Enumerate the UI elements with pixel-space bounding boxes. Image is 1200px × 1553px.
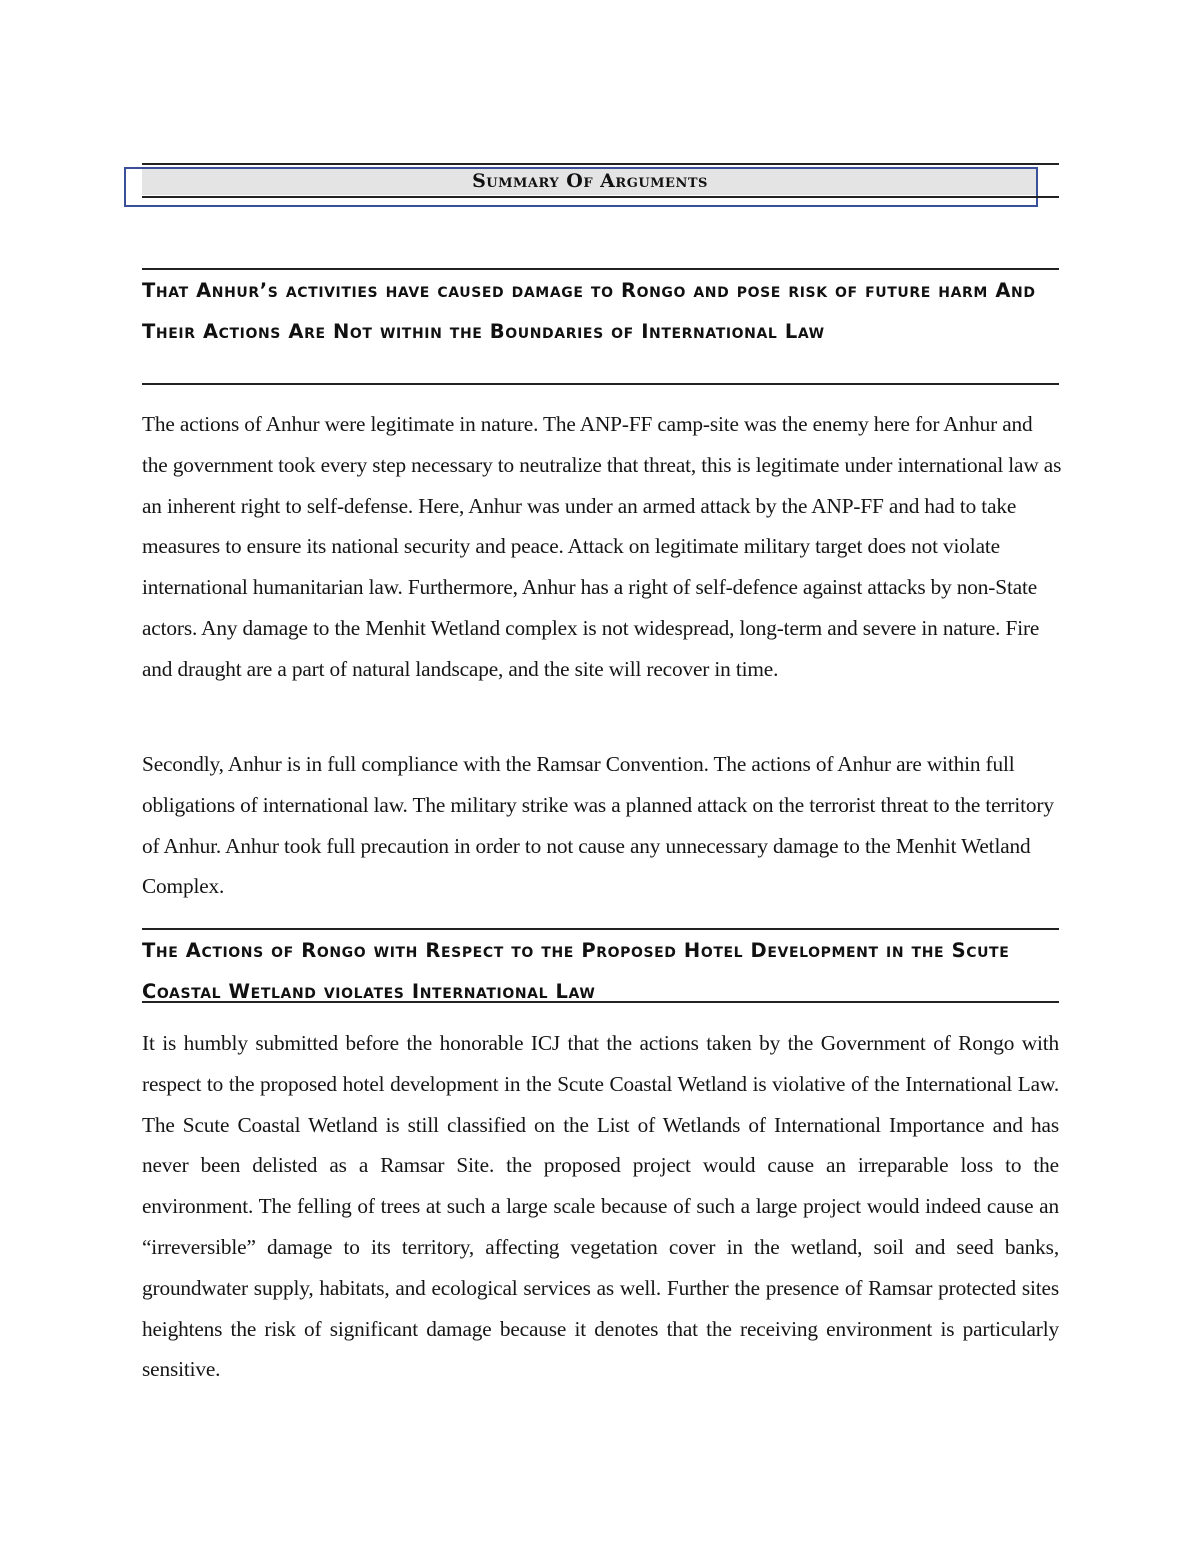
- page-title: Summary Of Arguments: [472, 170, 708, 192]
- section-2-paragraph-1: It is humbly submitted before the honorable ICJ that the actions taken by the Government of Rongo with respect to the proposed hotel development in the Scute Coastal Wetland is violative of the International Law. The Scute Coastal Wetland is still classified on the List of Wetlands of International Importance and has never been delisted as a Ramsar Site. the proposed project would cause an irreparable loss to the environment. The felling of trees at such a large scale because of such a large project would indeed cause an “irreversible” damage to its territory, affecting vegetation cover in the wetland, soil and seed banks, groundwater supply, habitats, and ecological services as well. Further the presence of Ramsar protected sites heightens the risk of significant damage because it denotes that the receiving environment is particularly sensitive.: [142, 1031, 1059, 1382]
- section-1-paragraph-2: Secondly, Anhur is in full compliance with the Ramsar Convention. The actions of Anhur are within full obligations of international law. The military strike was a planned attack on the terrorist threat to the territory of Anhur. Anhur took full precaution in order to not cause any unnecessary damage to the Menhit Wetland Complex.: [142, 752, 1054, 899]
- section-1-paragraph-1: The actions of Anhur were legitimate in nature. The ANP-FF camp-site was the enemy here for Anhur and the government took every step necessary to neutralize that threat, this is legitimate under international law as an inherent right to self-defense. Here, Anhur was under an armed attack by the ANP-FF and had to take measures to ensure its national security and peace. Attack on legitimate military target does not violate international humanitarian law. Furthermore, Anhur has a right of self-defence against attacks by non-State actors. Any damage to the Menhit Wetland complex is not widespread, long-term and severe in nature. Fire and draught are a part of natural landscape, and the site will recover in time.: [142, 412, 1062, 681]
- title-rule-top: [142, 163, 1059, 165]
- section-heading-2: The Actions of Rongo with Respect to the Proposed Hotel Development in the Scute Coastal Wetland violates International Law: [142, 928, 1059, 1003]
- title-rule-bottom: [142, 196, 1059, 198]
- section-heading-1: That Anhur’s activities have caused damage to Rongo and pose risk of future harm And Their Actions Are Not within the Boundaries of International Law: [142, 268, 1059, 385]
